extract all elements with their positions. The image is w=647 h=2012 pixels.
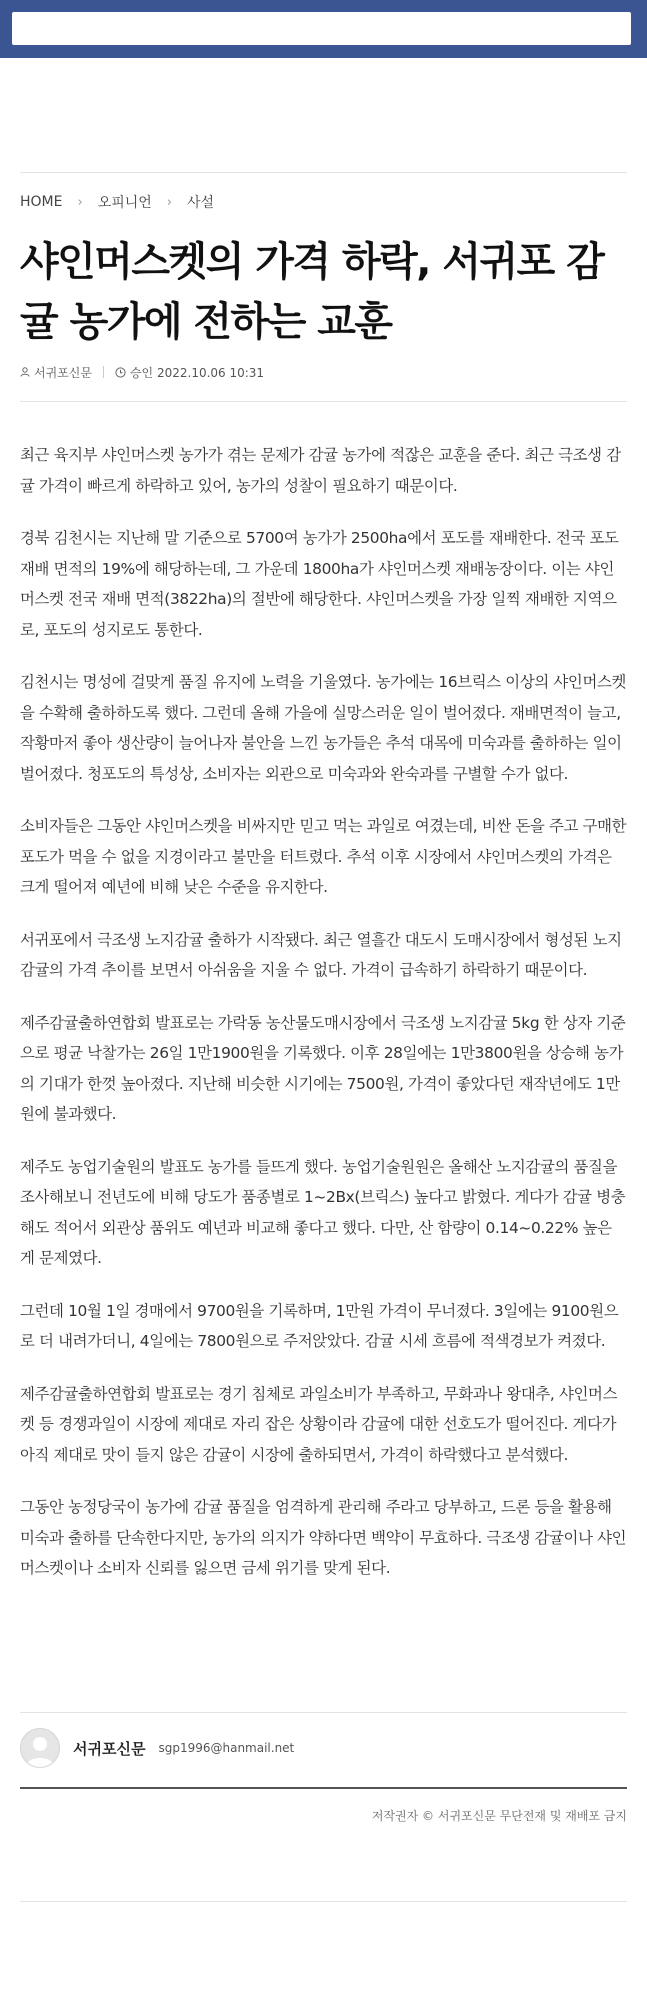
clock-icon: [115, 367, 126, 378]
person-placeholder-icon: [21, 1729, 59, 1767]
article-paragraph: 그동안 농정당국이 농가에 감귤 품질을 엄격하게 관리해 주라고 당부하고, 드론 등을 활용해 미숙과 출하를 단속한다지만, 농가의 의지가 약하다면 백약이 무효하다. 극조생 감귤이나 샤인머스켓이나 소비자 신뢰를 잃으면 금세 위기를 맞게 된다.: [20, 1498, 627, 1577]
article-author: 서귀포신문: [34, 365, 92, 380]
article-body: [20, 440, 627, 1606]
divider: [20, 1787, 627, 1789]
article-approved-date: 승인 2022.10.06 10:31: [129, 365, 265, 380]
avatar: [20, 1728, 60, 1768]
article-paragraph: 그런데 10월 1일 경매에서 9700원을 기록하며, 1만원 가격이 무너졌다. 3일에는 9100원으로 더 내려가더니, 4일에는 7800원으로 주저앉았다. 감귤 시세 흐름에 적색경보가 켜졌다.: [20, 1301, 619, 1350]
article-paragraph: 제주감귤출하연합회 발표로는 가락동 농산물도매시장에서 극조생 노지감귤 5kg 한 상자 기준으로 평균 낙찰가는 26일 1만1900원을 기록했다. 이후 28일에는 1만3800원을 상승해 농가의 기대가 한껏 높아졌다. 지난해 비슷한 시기에는 7500원, 가격이 좋았다던 재작년에도 1만 원에 불과했다.: [20, 1013, 626, 1123]
breadcrumb-editorial[interactable]: 사설: [187, 195, 215, 211]
article-paragraph: 최근 육지부 샤인머스켓 농가가 겪는 문제가 감귤 농가에 적잖은 교훈을 준다. 최근 극조생 감귤 가격이 빠르게 하락하고 있어, 농가의 성찰이 필요하기 때문이다.: [20, 446, 621, 495]
author-box: [20, 1728, 294, 1768]
divider: [20, 1901, 627, 1902]
article-paragraph: 서귀포에서 극조생 노지감귤 출하가 시작됐다. 최근 열흘간 대도시 도매시장에서 형성된 노지감귤의 가격 추이를 보면서 아쉬움을 지울 수 없다. 가격이 급속하기 하락하기 때문이다.: [20, 930, 622, 979]
user-icon: [20, 367, 30, 377]
article-paragraph: 제주도 농업기술원의 발표도 농가를 들뜨게 했다. 농업기술원원은 올해산 노지감귤의 품질을 조사해보니 전년도에 비해 당도가 품종별로 1~2Bx(브릭스) 높다고 밝혔다. 게다가 감귤 병충해도 적어서 외관상 품위도 예년과 비교해 좋다고 했다. 다만, 산 함량이 0.14~0.22% 높은 게 문제였다.: [20, 1157, 626, 1267]
chevron-right-icon: ›: [77, 194, 83, 210]
article-paragraph: 소비자들은 그동안 샤인머스켓을 비싸지만 믿고 먹는 과일로 여겼는데, 비싼 돈을 주고 구매한 포도가 먹을 수 없을 지경이라고 불만을 터트렸다. 추석 이후 시장에서 샤인머스켓의 가격은 크게 떨어져 예년에 비해 낮은 수준을 유지한다.: [20, 817, 627, 896]
breadcrumb: [20, 191, 214, 213]
article-meta: [20, 362, 264, 382]
divider: [20, 1712, 627, 1713]
breadcrumb-home[interactable]: HOME: [20, 194, 63, 210]
article-paragraph: 제주감귤출하연합회 발표로는 경기 침체로 과일소비가 부족하고, 무화과나 왕대추, 샤인머스켓 등 경쟁과일이 시장에 제대로 자리 잡은 상황이라 감귤에 대한 선호도가 떨어진다. 게다가 아직 제대로 맛이 들지 않은 감귤이 시장에 출하되면서, 가격이 하락했다고 분석했다.: [20, 1384, 618, 1464]
meta-divider: [103, 366, 104, 378]
copyright-notice: 저작권자 © 서귀포신문 무단전재 및 재배포 금지: [371, 1809, 627, 1823]
divider: [20, 172, 627, 173]
author-email[interactable]: sgp1996@hanmail.net: [158, 1741, 295, 1755]
author-name: 서귀포신문: [73, 1739, 146, 1758]
divider: [20, 401, 627, 402]
site-header: [0, 0, 647, 58]
chevron-right-icon: ›: [166, 194, 172, 210]
breadcrumb-opinion[interactable]: 오피니언: [97, 195, 152, 211]
article-title: 샤인머스켓의 가격 하락, 서귀포 감귤 농가에 전하는 교훈: [20, 239, 604, 345]
search-input[interactable]: [12, 12, 631, 45]
article-paragraph: 경북 김천시는 지난해 말 기준으로 5700여 농가가 2500ha에서 포도를 재배한다. 전국 포도재배 면적의 19%에 해당하는데, 그 가운데 1800ha가 샤인머스켓 재배농장이다. 이는 샤인머스켓 전국 재배 면적(3822ha)의 절반에 해당한다. 샤인머스켓을 가장 일찍 재배한 지역으로, 포도의 성지로도 통한다.: [20, 529, 619, 639]
article-paragraph: 김천시는 명성에 걸맞게 품질 유지에 노력을 기울였다. 농가에는 16브릭스 이상의 샤인머스켓을 수확해 출하하도록 했다. 그런데 올해 가을에 실망스러운 일이 벌어졌다. 재배면적이 늘고, 작황마저 좋아 생산량이 늘어나자 불안을 느낀 농가들은 추석 대목에 미숙과를 출하하는 일이 벌어졌다. 청포도의 특성상, 소비자는 외관으로 미숙과와 완숙과를 구별할 수가 없다.: [20, 673, 626, 783]
